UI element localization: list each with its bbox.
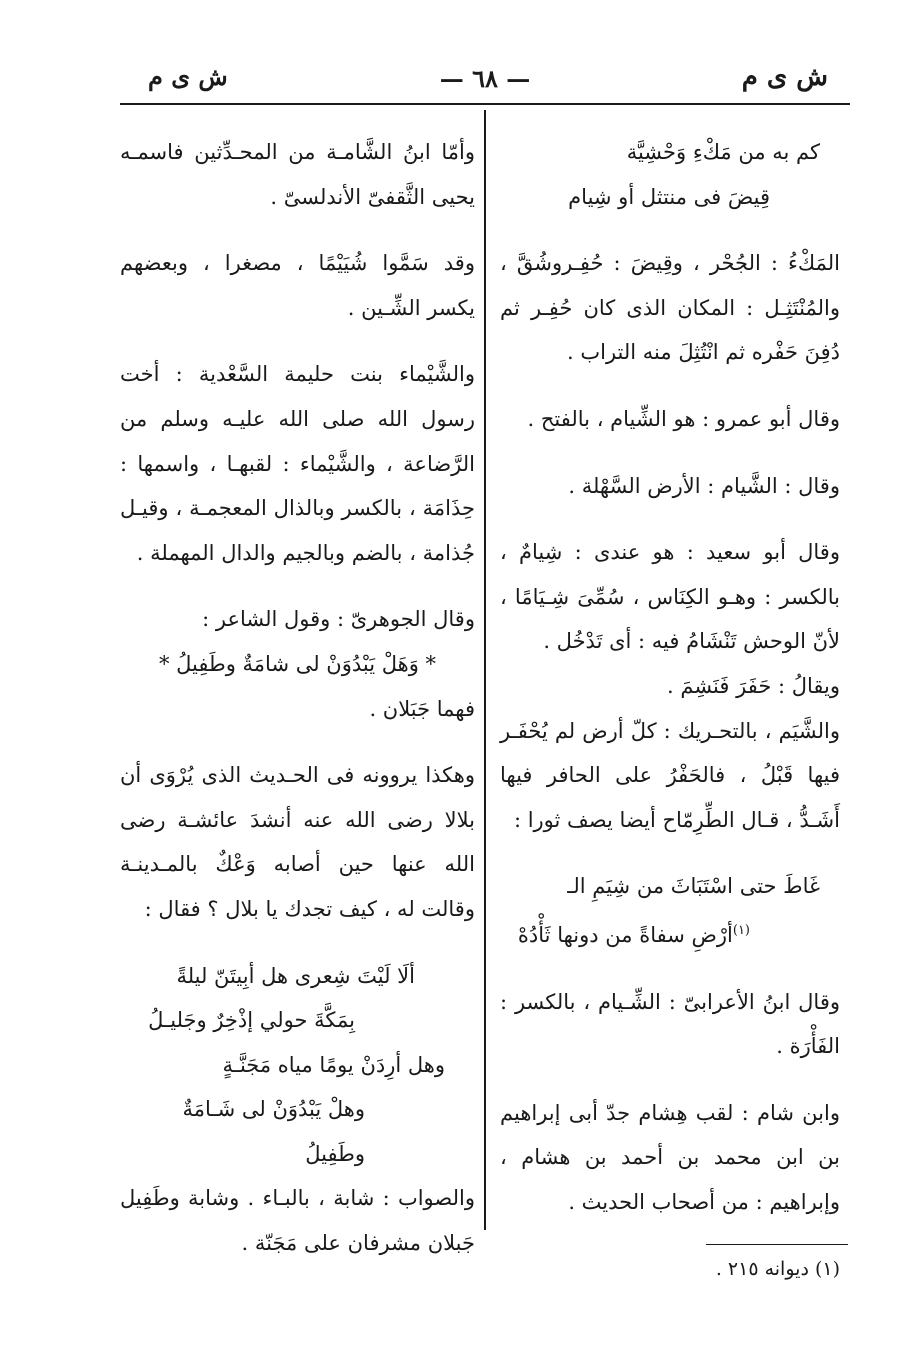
footnote: (١) ديوانه ٢١٥ . [715,1258,840,1280]
page-number: — ٦٨ — [439,64,531,93]
verse-line: وهل أرِدَنْ يومًا مياه مَجَنَّـةٍ [222,1052,445,1077]
footnote-marker: (١) [732,922,750,938]
paragraph: وقال أبو عمرو : هو الشِّيام ، بالفتح . [527,406,840,431]
verse-line: قِيضَ فى منتثل أو شِيام [568,184,770,209]
verse-line: * وَهَلْ يَبْدُوَنْ لى شامَةٌ وطَفِيلُ * [158,651,437,676]
paragraph: وقال أبو سعيد : هو عندى : شِيامٌ ، بالكسر : وهـو الكِنَاس ، سُمِّىَ شِـيَامًا ، لأنّ الوحش تَنْشَامُ فيه : أى تَدْخُل . [500,540,840,654]
header-rule [120,103,850,105]
paragraph: والشَّيَم ، بالتحـريك : كلّ أرض لم يُحْفَـر فيها قَبْلُ ، فالحَفْرُ على الحافر فيها أَشَـدُّ ، قـال الطِّرِمّاح أيضا يصف ثورا : [500,718,840,832]
paragraph: وأمّا ابنُ الشَّامـة من المحـدِّثين فاسمـه يحيى الثَّقفىّ الأندلسىّ . [120,140,475,209]
page-header [120,62,850,104]
verse-line: بِمَكَّةَ حولي إذْخِرٌ وجَليـلُ [148,1008,355,1033]
paragraph: فهما جَبَلان . [369,696,475,721]
verse-line: كم به من مَكْءِ وَحْشِيَّة [626,140,820,164]
verse-line: ألَا لَيْتَ شِعرى هل أبِيتَنّ ليلةً [176,963,415,988]
paragraph: وهكذا يروونه فى الحـديث الذى يُرْوَى أن بلالا رضى الله عنه أنشدَ عائشـة رضى الله عنها حين أصابه وَعْكٌ بالمـدينـة وقالت له ، كيف تجدك يا بلال ؟ فقال : [120,763,475,921]
footnote-rule [706,1244,848,1245]
verse-text: أرْضِ سفاةً من دونها ثَأْدُهْ [517,922,733,947]
right-column [500,130,840,1246]
paragraph: والصواب : شابة ، بالبـاء . وشابة وطَفِيل جَبلان مشرفان على مَجَنّة . [120,1186,475,1256]
verse-line: غَاطَ حتى اسْتَبَاثَ من شِيَمِ الـ [567,874,820,899]
paragraph: ويقالُ : حَفَرَ فَنَشِمَ . [667,673,840,698]
paragraph: وقال ابنُ الأعرابىّ : الشِّـيام ، بالكسر : الفَأْرَة . [500,989,840,1059]
paragraph: المَكْءُ : الجُحْر ، وقِيضَ : حُفِـروشُقَّ ، والمُنْتَثِـل : المكان الذى كان حُفِـر ثم دُفِنَ حَفْره ثم انْتُثِلَ منه التراب . [500,251,840,365]
paragraph: وقال : الشَّيام : الأرض السَّهْلة . [568,473,840,498]
running-title-right: ش ی م [741,62,828,92]
paragraph: وقد سَمَّوا شُيَيْمًا ، مصغرا ، وبعضهم يكسر الشِّـين . [120,251,475,320]
running-title-left: ش ی م [148,62,228,91]
left-column [120,130,475,1288]
paragraph: وابن شام : لقب هِشام جدّ أبى إبراهيم بن ابن محمد بن أحمد بن هشام ، وإبراهيم : من أصحاب الحديث . [500,1100,840,1214]
verse-line: وهلْ يَبْدُوَنْ لى شَـامَةٌ وطَفِيلُ [182,1097,365,1166]
paragraph: وقال الجوهرىّ : وقول الشاعر : [202,607,475,632]
verse-line [500,909,840,958]
column-divider [484,110,486,1230]
paragraph: والشَّيْماء بنت حليمة السَّعْدية : أخت رسول الله صلى الله عليـه وسلم من الرَّضاعة ، والشَّيْماء : لقبهـا ، واسمها : حِذَامَة ، بالكسر وبالذال المعجمـة ، وقيـل جُذامة ، بالضم وبالجيم والدال المهملة . [120,362,475,565]
